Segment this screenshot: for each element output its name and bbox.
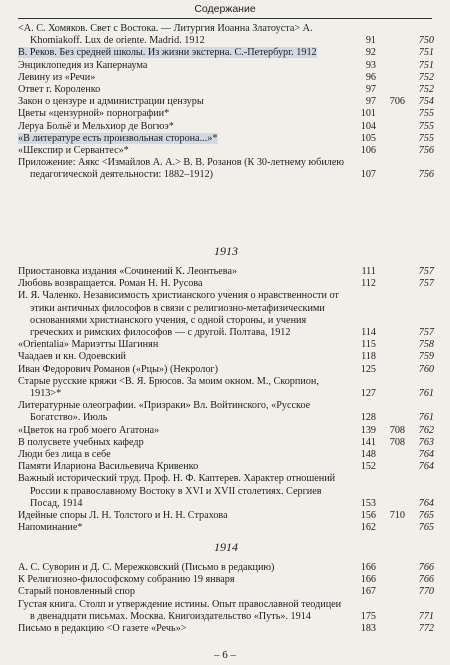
entry-title-text: В полусвете учебных кафедр [18, 436, 144, 448]
entry-title-text: Чаадаев и кн. Одоевский [18, 351, 127, 363]
page-number-text: 148 [360, 449, 376, 461]
toc-entry [18, 623, 434, 635]
year-heading: 1914 [214, 540, 238, 554]
toc-section-1914 [18, 540, 434, 635]
page-number-text: 175 [360, 610, 376, 622]
toc-entry [18, 473, 434, 510]
page-number-text: 127 [360, 388, 376, 400]
notes-page-number: 764 [418, 449, 434, 461]
notes-page-number: 755 [418, 132, 434, 144]
entry-title-text: В. Реков. Без средней школы. Из жизни экстерна. С.-Петербург. 1912 [18, 47, 317, 59]
entry-title-text: Иван Федорович Романов («Рцы») (Некролог) [18, 363, 219, 375]
page-number-text: 105 [360, 132, 376, 144]
toc-entry [18, 510, 434, 522]
notes-page-number: 756 [418, 145, 434, 157]
commentary-page-number: 708 [389, 436, 405, 448]
entry-title-text: Напоминание* [18, 522, 83, 534]
entry-title-text: Ответ г. Короленко [18, 84, 101, 96]
notes-page-number: 761 [418, 412, 434, 424]
toc-entry [18, 574, 434, 586]
notes-page-number: 770 [418, 586, 434, 598]
toc-entry [18, 72, 434, 84]
toc-entry [18, 339, 434, 351]
notes-page-number: 751 [418, 47, 434, 59]
page-number-text: 128 [360, 412, 376, 424]
page-number-text: 183 [360, 623, 376, 635]
toc-entry [18, 47, 434, 59]
toc-entry [18, 96, 434, 108]
page-number-text: 152 [360, 461, 376, 473]
page-number-text: 167 [360, 586, 376, 598]
entry-title-text: Энциклопедия из Капернаума [18, 59, 148, 71]
entry-title-text: К Религиозно-философскому собранию 19 января [18, 574, 235, 586]
page-number-text: 153 [360, 497, 376, 509]
notes-page-number: 759 [418, 351, 434, 363]
notes-page-number: 755 [418, 108, 434, 120]
notes-page-number: 761 [418, 388, 434, 400]
entry-title-text: Приостановка издания «Сочинений К. Леонтьева» [18, 266, 238, 277]
entry-title-text: Левину из «Речи» [18, 71, 96, 83]
page-number-text: 106 [360, 145, 376, 157]
entry-title-text: <А. С. Хомяков. Свет с Востока. — Литургия Иоанна Златоуста> А. Khomiakoff. Lux de oriente. Madrid. 1912 [18, 23, 313, 47]
notes-page-number: 764 [418, 461, 434, 473]
page-number-text: 166 [360, 574, 376, 586]
header-rule [18, 18, 432, 19]
entry-title-text: И. Я. Чаленко. Независимость христианского учения о нравственности от этики античных философов в связи с религиозно-метафизическими основаниями христианского учения, с одной стороны, и учения греческих и римских философов — с другой. Полтава, 1912 [18, 290, 339, 339]
page-number-text: 114 [361, 327, 376, 339]
entry-title-text: Цветы «цензурной» порнографии* [18, 108, 170, 120]
toc-entry [18, 449, 434, 461]
entry-title-text: «В литературе есть произвольная сторона...»* [18, 132, 218, 144]
page-number-text: 91 [365, 35, 376, 47]
page-number: – 6 – [214, 649, 236, 661]
entry-title-text: Памяти Илариона Васильевича Кривенко [18, 461, 199, 473]
toc-entry [18, 586, 434, 598]
page-number-text: 107 [360, 169, 376, 181]
page-number-text: 96 [365, 71, 376, 83]
page-number-text: 104 [360, 120, 376, 132]
notes-page-number: 751 [418, 59, 434, 71]
page-number-text: 125 [360, 363, 376, 375]
toc-section-1912 [18, 23, 434, 182]
entry-title-text: Приложение: Аякс <Измайлов А. А.> В. В. Розанов (К 30-летнему юбилею педагогической деятельности: 1882–1912) [18, 157, 345, 181]
entry-title-text: Люди без лица в себе [18, 449, 111, 461]
notes-page-number: 772 [418, 623, 434, 635]
notes-page-number: 757 [418, 278, 434, 290]
notes-page-number: 765 [418, 510, 434, 522]
page-number-text: 115 [361, 339, 376, 351]
entry-title-text: «Шекспир и Сервантес»* [18, 145, 129, 157]
toc-entry [18, 108, 434, 120]
toc-entry [18, 145, 434, 157]
notes-page-number: 757 [418, 327, 434, 339]
notes-page-number: 766 [418, 574, 434, 586]
toc-entry [18, 290, 434, 339]
notes-page-number: 764 [418, 497, 434, 509]
toc-entry [18, 23, 434, 47]
page-number-text: 139 [360, 424, 376, 436]
page-number-text: 156 [360, 510, 376, 522]
entry-title-text: Важный исторический труд. Проф. Н. Ф. Каптерев. Характер отношений России к православному Востоку в XVI и XVII столетиях. Сергиев Посад, 1914 [18, 473, 336, 509]
notes-page-number: 760 [418, 363, 434, 375]
page-number-text: 118 [361, 351, 376, 363]
notes-page-number: 754 [418, 96, 434, 108]
toc-entry [18, 425, 434, 437]
entry-title-text: Литературные олеографии. «Призраки» Вл. Войтинского, «Русское Богатство». Июль [18, 400, 311, 424]
page-number-text: 101 [360, 108, 376, 120]
entry-title-text: «Orientalia» Мариэтты Шагинян [18, 339, 159, 351]
page-number-text: 166 [360, 562, 376, 573]
entry-title-text: Любовь возвращается. Роман Н. Н. Русова [18, 278, 203, 290]
page-number-text: 93 [365, 59, 376, 71]
toc-entry [18, 60, 434, 72]
entry-title-text: «Цветок на гроб моего Агатона» [18, 424, 160, 436]
toc-entry [18, 157, 434, 181]
entry-title-text: Густая книга. Столп и утверждение истины. Опыт православной теодицеи в двенадцати письмах. Москва. Книгоиздательство «Путь». 1914 [18, 598, 342, 622]
toc-entry [18, 437, 434, 449]
notes-page-number: 757 [418, 266, 434, 277]
toc-entry [18, 522, 434, 534]
notes-page-number: 765 [418, 522, 434, 534]
toc-entry [18, 400, 434, 424]
commentary-page-number: 710 [389, 510, 405, 522]
entry-title-text: Старые русские кряжи <В. Я. Брюсов. За моим окном. М., Скорпион, 1913>* [18, 375, 319, 400]
notes-page-number: 758 [418, 339, 434, 351]
page-number-text: 141 [360, 436, 376, 448]
commentary-page-number: 708 [389, 424, 405, 436]
entry-title-text: Идейные споры Л. Н. Толстого и Н. Н. Страхова [18, 510, 228, 522]
notes-page-number: 755 [418, 120, 434, 132]
page-number-text: 97 [365, 96, 376, 108]
entry-title-text: Письмо в редакцию <О газете «Речь»> [18, 623, 187, 635]
notes-page-number: 762 [418, 424, 434, 436]
notes-page-number: 763 [418, 436, 434, 448]
toc-entry [18, 351, 434, 363]
toc-entry [18, 461, 434, 473]
notes-page-number: 766 [418, 562, 434, 573]
toc-entry [18, 599, 434, 623]
toc-entry [18, 84, 434, 96]
entry-title-text: Леруа Больё и Мельхиор де Вогюэ* [18, 120, 174, 132]
page-number-text: 162 [360, 522, 376, 534]
notes-page-number: 752 [418, 84, 434, 96]
page-number-text: 92 [365, 47, 376, 59]
toc-entry [18, 121, 434, 133]
page-number-text: 111 [361, 266, 376, 277]
notes-page-number: 750 [418, 35, 434, 47]
page-number-text: 112 [361, 278, 376, 290]
toc-entry [18, 562, 434, 574]
entry-title-text: Старый поновленный спор [18, 586, 135, 598]
running-header: Содержание [194, 3, 256, 15]
notes-page-number: 756 [418, 169, 434, 181]
page-number-text: 97 [365, 84, 376, 96]
toc-entry [18, 278, 434, 290]
entry-title-text: Закон о цензуре и администрации цензуры [18, 96, 204, 108]
notes-page-number: 771 [418, 610, 434, 622]
toc-entry [18, 266, 434, 278]
toc-section-1913 [18, 244, 434, 534]
notes-page-number: 752 [418, 71, 434, 83]
toc-entry [18, 364, 434, 376]
toc-entry [18, 376, 434, 400]
commentary-page-number: 706 [389, 96, 405, 108]
toc-entry [18, 133, 434, 145]
year-heading: 1913 [214, 244, 238, 258]
entry-title-text: А. С. Суворин и Д. С. Мережковский (Письмо в редакцию) [18, 562, 275, 573]
